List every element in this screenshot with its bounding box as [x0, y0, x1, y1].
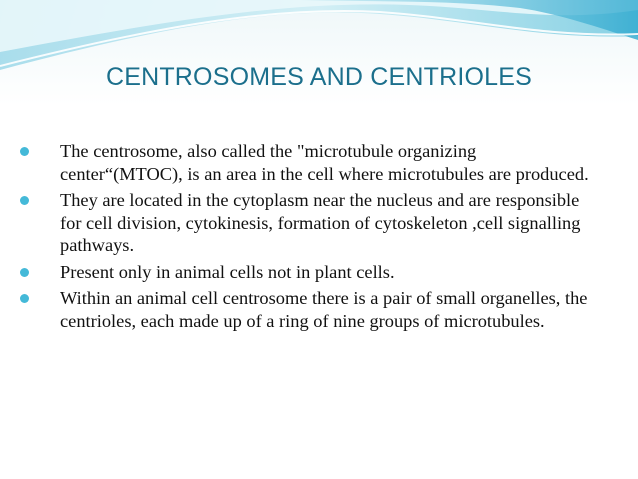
bullet-text: Within an animal cell centrosome there is a pair of small organelles, the centrioles, each made up of a ring of nine groups of microtubules.	[60, 288, 588, 331]
bullet-text: Present only in animal cells not in plant cells.	[60, 261, 395, 282]
bullet-item	[38, 261, 598, 284]
bullet-dot-icon	[20, 294, 29, 303]
bullet-dot-icon	[20, 147, 29, 156]
bullet-dot-icon	[20, 196, 29, 205]
bullet-item	[38, 140, 598, 185]
bullet-text: The centrosome, also called the "microtubule organizing center“(MTOC), is an area in the cell where microtubules are produced.	[60, 141, 589, 184]
bullet-text: They are located in the cytoplasm near the nucleus and are responsible for cell division, cytokinesis, formation of cytoskeleton ,cell signalling pathways.	[60, 190, 581, 255]
slide-title: CENTROSOMES AND CENTRIOLES	[105, 63, 533, 91]
bullet-item	[38, 287, 598, 332]
bullet-item	[38, 189, 598, 257]
bullet-dot-icon	[20, 268, 29, 277]
bullet-list	[38, 140, 598, 336]
